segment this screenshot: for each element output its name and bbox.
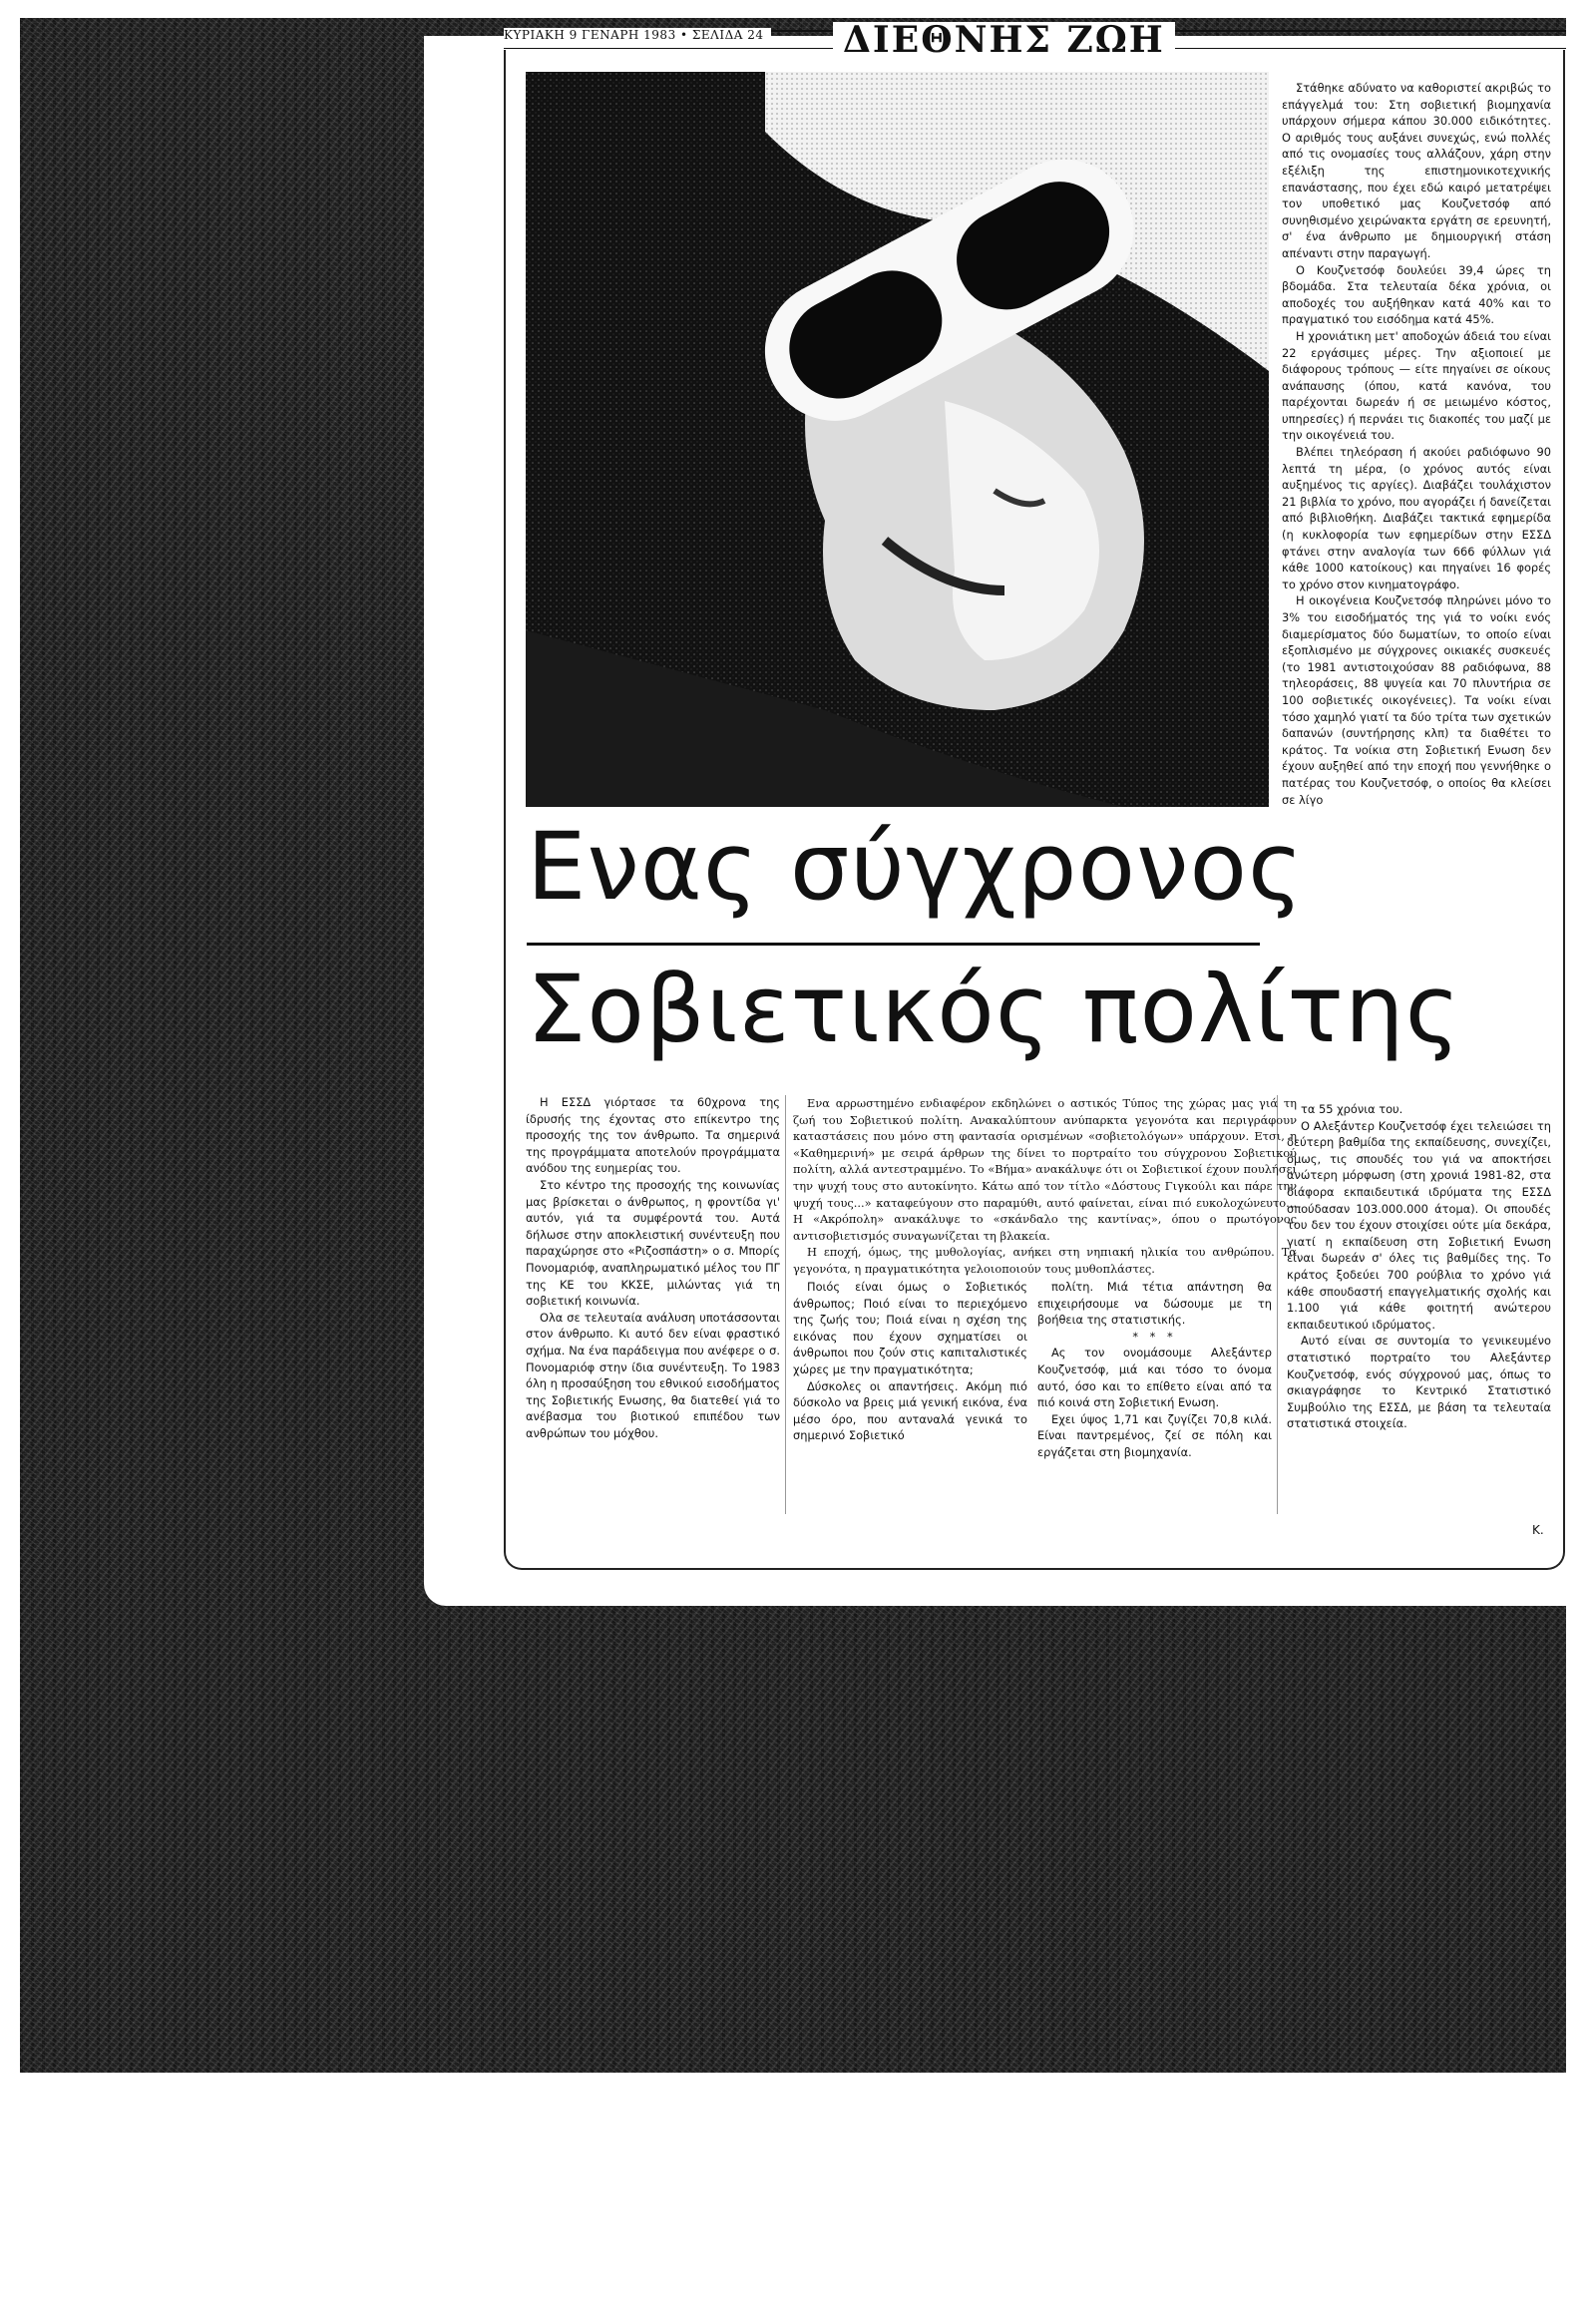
paragraph: Η χρονιάτικη μετ' αποδοχών άδειά του είναι 22 εργάσιμες μέρες. Την αξιοποιεί με διάφορους τρόπους — είτε πηγαίνει σε οίκους ανάπαυσης (όπου, κατά κανόνα, του παρέχονται δωρεάν ή σε μειωμένο κόστος, υπηρεσίες) ή περνάει τις διακοπές του μαζί με την οικογένειά του. (1282, 328, 1551, 443)
header-date: ΚΥΡΙΑΚΗ 9 ΓΕΝΑΡΗ 1983 • ΣΕΛΙΔΑ 24 (504, 28, 771, 42)
headline-line-1: Ενας σύγχρονος (527, 813, 1305, 922)
intro-column (793, 1095, 1297, 1278)
paragraph: Η οικογένεια Κουζνετσόφ πληρώνει μόνο το 3% του εισοδήματός της γιά το νοίκι ενός διαμερίσματος δύο δωματίων, το οποίο είναι εξοπλισμένο με σύγχρονες οικιακές συσκευές (το 1981 αντιστοιχούσαν 88 ραδιόφωνα, 88 τηλεοράσεις, 88 ψυγεία και 70 πλυντήρια σε 100 σοβιετικές οικογένειες). Τα νοίκι είναι τόσο χαμηλό γιατί τα δύο τρίτα των σχετικών δαπανών (συντήρησης κλπ) τα διαθέτει το κράτος. Τα νοίκια στη Σοβιετική Ενωση δεν έχουν αυξηθεί από την εποχή που γεννήθηκε ο πατέρας του Κουζνετσόφ, ο οποίος θα κλείσει σε λίγο (1282, 593, 1551, 807)
paragraph: Η ΕΣΣΔ γιόρτασε τα 60χρονα της ίδρυσής της έχοντας στο επίκεντρο της προσοχής της τον άνθρωπο. Τα σημερινά της προγράμματα αποτελούν προγράμματα ανόδου της ευημερίας του. (526, 1095, 780, 1176)
paragraph: Ο Κουζνετσόφ δουλεύει 39,4 ώρες τη βδομάδα. Στα τελευταία δέκα χρόνια, οι αποδοχές του αυξήθηκαν κατά 40% και το πραγματικό του εισόδημα κατά 45%. (1282, 262, 1551, 327)
paragraph: Ενα αρρωστημένο ενδιαφέρον εκδηλώνει ο αστικός Τύπος της χώρας μας γιά τη ζωή του Σοβιετικού πολίτη. Ανακαλύπτουν ανύπαρκτα γεγονότα και περιγράφουν καταστάσεις που μόνο στη φαντασία ορισμένων «σοβιετολόγων» υπάρχουν. Ετσι, η «Καθημερινή» με σειρά άρθρων της δίνει το πορτραίτο του σύγχρονου Σοβιετικού πολίτη, αλλά αντεστραμμένο. Το «Βήμα» ανακάλυψε ότι οι Σοβιετικοί έχουν πουλήσει την ψυχή τους στο αυτοκίνητο. Κάτω από τον τίτλο «Δόστους Γιγκούλι και πάρε την ψυχή τους...» καταφεύγουν στο παραμύθι, αυτό φαίνεται, είναι πιό ευκολοχώνευτο... Η «Ακρόπολη» ανακάλυψε το «σκάνδαλο της καντίνας», όπου ο πρωτόγονος αντισοβιετισμός συναγωνίζεται τη βλακεία. (793, 1096, 1297, 1243)
separator-stars: * * * (1132, 1329, 1177, 1344)
section-title: ΔΙΕΘΝΗΣ ΖΩΗ (833, 22, 1175, 58)
paragraph: Εχει ύψος 1,71 και ζυγίζει 70,8 κιλά. Είναι παντρεμένος, ζεί σε πόλη και εργάζεται στη βιομηχανία. (1037, 1411, 1272, 1459)
headline-rule (527, 943, 1260, 946)
paragraph: τα 55 χρόνια του. (1301, 1102, 1403, 1116)
column-divider (785, 1095, 786, 1514)
paragraph: Δύσκολες οι απαντήσεις. Ακόμη πιό δύσκολο να βρεις μιά γενική εικόνα, ένα μέσο όρο, που ανταναλά γενικά το σημερινό Σοβιετικό (793, 1378, 1027, 1443)
paragraph: Ο Αλεξάντερ Κουζνετσόφ έχει τελειώσει τη δεύτερη βαθμίδα της εκπαίδευσης, συνεχίζει, όμως, τις σπουδές του γιά να αποκτήσει ανώτερη μόρφωση (στη χρονιά 1981-82, στα διάφορα εκπαιδευτικά ιδρύματα της ΕΣΣΔ σπούδασαν 103.000.000 άτομα). Οι σπουδές του δεν του έχουν στοιχίσει ούτε μία δεκάρα, γιατί η εκπαίδευση στη Σοβιετική Ενωση είναι δωρεάν σ' όλες τις βαθμίδες της. Το κράτος ξοδεύει 700 ρούβλια το χρόνο γιά κάθε σπουδαστή επαγγελματικής σχολής και 1.100 γιά κάθε φοιτητή ανώτερου εκπαιδευτικού ιδρύματος. (1287, 1118, 1551, 1332)
body-column-b (793, 1279, 1027, 1444)
paragraph: Αυτό είναι σε συντομία το γενικευμένο στατιστικό πορτραίτο του Αλεξάντερ Κουζνετσόφ, ενός σύγχρονού μας, όπως το σκιαγράφησε το Κεντρικό Στατιστικό Συμβούλιο της ΕΣΣΔ, με βάση τα τελευταία στατιστικά στοιχεία. (1287, 1334, 1551, 1431)
paragraph: Η εποχή, όμως, της μυθολογίας, ανήκει στη νηπιακή ηλικία του ανθρώπου. Τα γεγονότα, η πραγματικότητα γελοιοποιούν τους μυθοπλάστες. (793, 1245, 1297, 1276)
author-signature: Κ. (1532, 1523, 1544, 1537)
right-column (1282, 80, 1551, 808)
paragraph: Στάθηκε αδύνατο να καθοριστεί ακριβώς το επάγγελμά του: Στη σοβιετική βιομηχανία υπάρχουν σήμερα κάπου 30.000 ειδικότητες. Ο αριθμός τους αυξάνει συνεχώς, ενώ πολλές από τις ονομασίες τους αλλάζουν, χάρη στην εξέλιξη της επιστημονικοτεχνικής επανάστασης, που έχει εδώ καιρό μετατρέψει τον υποθετικό μας Κουζνετσόφ από συνηθισμένο χειρώνακτα εργάτη σε ερευνητή, σ' ένα άνθρωπο με δημιουργική στάση απέναντι στην παραγωγή. (1282, 81, 1551, 260)
headline-line-2: Σοβιετικός πολίτης (527, 956, 1461, 1064)
body-column-c (1037, 1279, 1272, 1461)
paragraph: Ολα σε τελευταία ανάλυση υποτάσσονται στον άνθρωπο. Κι αυτό δεν είναι φραστικό σχήμα. Να ένα παράδειγμα που ανέφερε ο σ. Πονομαριόφ στην ίδια συνέντευξη. Το 1983 όλη η προσαύξηση του εθνικού εισοδήματος της Σοβιετικής Ενωσης, θα διατεθεί γιά το ανέβασμα του βιοτικού επιπέδου των ανθρώπων του μόχθου. (526, 1310, 780, 1440)
paragraph: Βλέπει τηλεόραση ή ακούει ραδιόφωνο 90 λεπτά τη μέρα, (ο χρόνος αυτός είναι αυξημένος τις αργίες). Διαβάζει τουλάχιστον 21 βιβλία το χρόνο, που αγοράζει ή δανείζεται από βιβλιοθήκη. Διαβάζει τακτικά εφημερίδα (η κυκλοφορία των εφημερίδων στην ΕΣΣΔ φτάνει στην αναλογία των 666 φύλλων γιά κάθε 1000 κατοίκους) και πηγαίνει 16 φορές το χρόνο στον κινηματογράφο. (1282, 445, 1551, 591)
paragraph: Ποιός είναι όμως ο Σοβιετικός άνθρωπος; Ποιό είναι το περιεχόμενο της ζωής του; Ποιά είναι η σχέση της εικόνας που έχουν σχηματίσει οι άνθρωποι που ζούν στις καπιταλιστικές χώρες με την πραγματικότητα; (793, 1280, 1027, 1376)
portrait-photo (526, 72, 1269, 807)
body-column-d (1287, 1101, 1551, 1432)
lead-column (526, 1094, 780, 1441)
paragraph: πολίτη. Μιά τέτια απάντηση θα επιχειρήσουμε να δώσουμε με τη βοήθεια της στατιστικής. (1037, 1280, 1272, 1328)
portrait-photo-graphic (526, 72, 1269, 807)
paragraph: Ας τον ονομάσουμε Αλεξάντερ Κουζνετσόφ, μιά και τόσο το όνομα αυτό, όσο και το επίθετο είναι από τα πιό κοινά στη Σοβιετική Ενωση. (1037, 1346, 1272, 1410)
paragraph: Στο κέντρο της προσοχής της κοινωνίας μας βρίσκεται ο άνθρωπος, η φροντίδα γι' αυτόν, γιά τα συμφέροντά του. Αυτά δήλωσε στην αποκλειστική συνέντευξη που παραχώρησε στο «Ριζοσπάστη» ο σ. Μπορίς Πονομαριόφ, αναπληρωματικό μέλος του ΠΓ της ΚΕ του ΚΚΣΕ, μιλώντας γιά τη σοβιετική κοινωνία. (526, 1177, 780, 1309)
